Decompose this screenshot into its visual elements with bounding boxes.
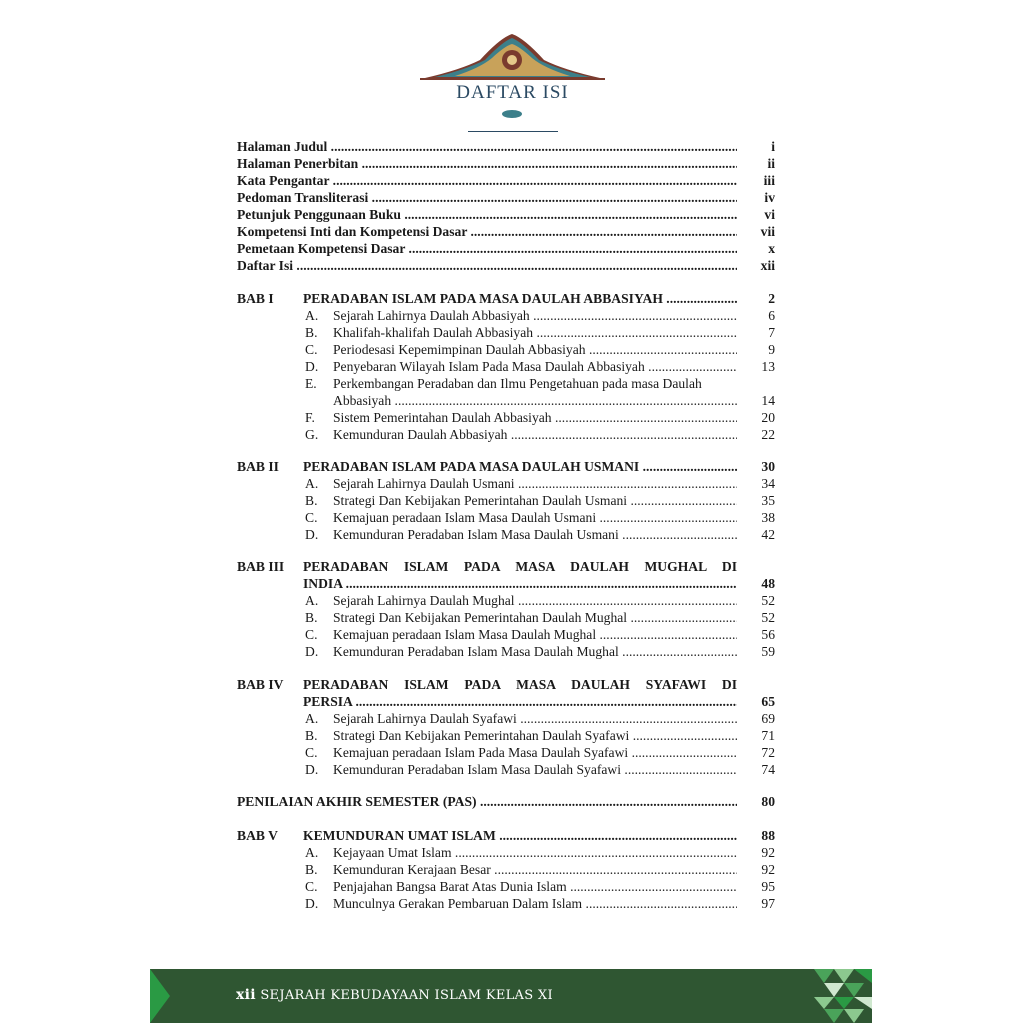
subentry-letter: C. [305, 510, 318, 525]
subentry-letter: A. [305, 308, 319, 323]
chapter-title: KEMUNDURAN UMAT ISLAM ..... [303, 827, 737, 844]
toc-entry-label: Halaman Penerbitan ..... [237, 155, 737, 172]
subentry-label: Sejarah Lahirnya Daulah Syafawi ..... [333, 710, 737, 727]
subentry-label: Kemajuan peradaan Islam Pada Masa Daulah Syafawi ..... [333, 744, 737, 761]
subentry-letter: F. [305, 410, 315, 425]
chapter-code: BAB III [237, 559, 285, 574]
subentry-letter: G. [305, 427, 319, 442]
subentry-letter: C. [305, 627, 318, 642]
toc-subentry[interactable] [237, 307, 775, 324]
toc-subentry[interactable] [237, 526, 775, 543]
subentry-letter: B. [305, 862, 318, 877]
subentry-letter: B. [305, 610, 318, 625]
toc-subentry[interactable] [237, 592, 775, 609]
chapter-heading[interactable] [237, 827, 775, 844]
subentry-letter: C. [305, 745, 318, 760]
toc-entry[interactable] [237, 223, 775, 240]
subentry-letter: B. [305, 728, 318, 743]
subentry-letter: A. [305, 476, 319, 491]
chapter-code: BAB IV [237, 677, 284, 692]
subentry-label: Kemunduran Daulah Abbasiyah ..... [333, 426, 737, 443]
subentry-label: Sejarah Lahirnya Daulah Abbasiyah ..... [333, 307, 737, 324]
chapter-title-continued: PERSIA ..... [303, 693, 737, 710]
subentry-letter: B. [305, 493, 318, 508]
subentry-page: 92 [761, 862, 775, 877]
subentry-label: Kejayaan Umat Islam ..... [333, 844, 737, 861]
chapter-page: 30 [761, 459, 775, 474]
subentry-page: 20 [761, 410, 775, 425]
toc-entry[interactable] [237, 138, 775, 155]
toc-subentry[interactable] [237, 844, 775, 861]
toc-subentry[interactable] [237, 375, 775, 392]
toc-subentry[interactable] [237, 878, 775, 895]
subentry-letter: A. [305, 845, 319, 860]
subentry-label: Sejarah Lahirnya Daulah Mughal ..... [333, 592, 737, 609]
subentry-label: Strategi Dan Kebijakan Pemerintahan Daulah Syafawi ..... [333, 727, 737, 744]
subentry-letter: D. [305, 762, 319, 777]
toc-entry-label: PENILAIAN AKHIR SEMESTER (PAS) ..... [237, 793, 737, 810]
footer-bar [150, 969, 872, 1023]
title-underline [468, 131, 558, 132]
toc-entry-page: ii [767, 156, 775, 171]
toc-subentry[interactable] [237, 509, 775, 526]
ornament-icon [420, 30, 605, 120]
toc-subentry[interactable] [237, 861, 775, 878]
subentry-page: 74 [761, 762, 775, 777]
toc-entry[interactable] [237, 240, 775, 257]
subentry-letter: B. [305, 325, 318, 340]
subentry-label-continued: Abbasiyah ..... [333, 392, 737, 409]
subentry-label: Strategi Dan Kebijakan Pemerintahan Daulah Mughal ..... [333, 609, 737, 626]
subentry-letter: C. [305, 342, 318, 357]
footer-page-number: xii [236, 987, 256, 1003]
chapter-page: 2 [768, 291, 775, 306]
toc-subentry[interactable] [237, 426, 775, 443]
chapter-page: 48 [761, 576, 775, 591]
subentry-letter: D. [305, 359, 319, 374]
toc-subentry[interactable] [237, 492, 775, 509]
toc-entry[interactable] [237, 172, 775, 189]
subentry-label: Kemunduran Peradaban Islam Masa Daulah Syafawi ..... [333, 761, 737, 778]
toc-entry-page: iii [763, 173, 775, 188]
chapter-heading[interactable] [237, 558, 775, 575]
toc-entry-label: Kata Pengantar ..... [237, 172, 737, 189]
chapter-heading-continued[interactable] [237, 575, 775, 592]
subentry-page: 14 [761, 393, 775, 408]
toc-entry-label: Kompetensi Inti dan Kompetensi Dasar ..... [237, 223, 737, 240]
toc-entry-page: i [771, 139, 775, 154]
subentry-label: Khalifah-khalifah Daulah Abbasiyah ..... [333, 324, 737, 341]
chapter-heading[interactable] [237, 676, 775, 693]
subentry-letter: D. [305, 644, 319, 659]
toc-subentry[interactable] [237, 609, 775, 626]
toc-entry-page: xii [760, 258, 775, 273]
toc-entry-page: iv [764, 190, 775, 205]
toc-entry-label: Halaman Judul ..... [237, 138, 737, 155]
subentry-label: Sejarah Lahirnya Daulah Usmani ..... [333, 475, 737, 492]
chapter-title: PERADABAN ISLAM PADA MASA DAULAH MUGHAL DI [303, 559, 737, 574]
subentry-page: 69 [761, 711, 775, 726]
toc-subentry[interactable] [237, 341, 775, 358]
toc-subentry[interactable] [237, 409, 775, 426]
subentry-page: 52 [761, 593, 775, 608]
toc-entry-page: x [768, 241, 775, 256]
subentry-label: Kemunduran Peradaban Islam Masa Daulah Usmani ..... [333, 526, 737, 543]
subentry-label: Periodesasi Kepemimpinan Daulah Abbasiyah ..... [333, 341, 737, 358]
toc-subentry[interactable] [237, 626, 775, 643]
subentry-label: Sistem Pemerintahan Daulah Abbasiyah ..... [333, 409, 737, 426]
subentry-label: Kemunduran Kerajaan Besar ..... [333, 861, 737, 878]
toc-subentry[interactable] [237, 358, 775, 375]
toc-subentry[interactable] [237, 710, 775, 727]
subentry-label: Kemajuan peradaan Islam Masa Daulah Usmani ..... [333, 509, 737, 526]
chapter-title: PERADABAN ISLAM PADA MASA DAULAH USMANI ..... [303, 458, 737, 475]
toc-subentry[interactable] [237, 761, 775, 778]
subentry-label: Strategi Dan Kebijakan Pemerintahan Daulah Usmani ..... [333, 492, 737, 509]
subentry-label: Penjajahan Bangsa Barat Atas Dunia Islam ..... [333, 878, 737, 895]
chapter-heading[interactable] [237, 458, 775, 475]
footer-book-title: SEJARAH KEBUDAYAAN ISLAM KELAS XI [260, 988, 553, 1003]
toc-subentry[interactable] [237, 324, 775, 341]
subentry-letter: C. [305, 879, 318, 894]
subentry-page: 13 [761, 359, 775, 374]
toc-subentry[interactable] [237, 643, 775, 660]
toc-header [420, 30, 605, 120]
subentry-label: Penyebaran Wilayah Islam Pada Masa Daulah Abbasiyah ..... [333, 358, 737, 375]
subentry-letter: A. [305, 711, 319, 726]
subentry-page: 92 [761, 845, 775, 860]
toc-entry-label: Pedoman Transliterasi ..... [237, 189, 737, 206]
subentry-page: 38 [761, 510, 775, 525]
subentry-page: 56 [761, 627, 775, 642]
subentry-page: 59 [761, 644, 775, 659]
toc-entry[interactable] [237, 189, 775, 206]
subentry-letter: A. [305, 593, 319, 608]
chapter-heading[interactable] [237, 290, 775, 307]
chapter-code: BAB V [237, 828, 278, 843]
toc-subentry[interactable] [237, 895, 775, 912]
subentry-page: 22 [761, 427, 775, 442]
chapter-title: PERADABAN ISLAM PADA MASA DAULAH ABBASIYAH ..... [303, 290, 737, 307]
subentry-letter: E. [305, 376, 317, 391]
toc-subentry[interactable] [237, 727, 775, 744]
toc-subentry[interactable] [237, 744, 775, 761]
subentry-label: Kemajuan peradaan Islam Masa Daulah Mughal ..... [333, 626, 737, 643]
subentry-page: 97 [761, 896, 775, 911]
toc-entry-page: 80 [761, 794, 775, 809]
chapter-code: BAB II [237, 459, 279, 474]
chapter-code: BAB I [237, 291, 274, 306]
toc-subentry[interactable] [237, 475, 775, 492]
subentry-page: 9 [768, 342, 775, 357]
subentry-page: 7 [768, 325, 775, 340]
triangle-pattern-icon [814, 969, 872, 1023]
subentry-letter: D. [305, 527, 319, 542]
toc-subentry-continued[interactable] [237, 392, 775, 409]
toc-entry-label: Petunjuk Penggunaan Buku ..... [237, 206, 737, 223]
chapter-page: 65 [761, 694, 775, 709]
toc-entry-page: vi [764, 207, 775, 222]
subentry-page: 95 [761, 879, 775, 894]
chapter-title: PERADABAN ISLAM PADA MASA DAULAH SYAFAWI DI [303, 677, 737, 692]
toc-entry[interactable] [237, 155, 775, 172]
footer-text [236, 987, 553, 1003]
subentry-page: 52 [761, 610, 775, 625]
subentry-label: Perkembangan Peradaban dan Ilmu Pengetahuan pada masa Daulah [333, 376, 702, 391]
subentry-label: Munculnya Gerakan Pembaruan Dalam Islam ..... [333, 895, 737, 912]
subentry-page: 35 [761, 493, 775, 508]
subentry-label: Kemunduran Peradaban Islam Masa Daulah Mughal ..... [333, 643, 737, 660]
subentry-page: 34 [761, 476, 775, 491]
chapter-page: 88 [761, 828, 775, 843]
subentry-page: 72 [761, 745, 775, 760]
subentry-page: 42 [761, 527, 775, 542]
toc-entry-label: Pemetaan Kompetensi Dasar ..... [237, 240, 737, 257]
footer-arrow-icon [150, 969, 170, 1023]
subentry-page: 71 [761, 728, 775, 743]
subentry-letter: D. [305, 896, 319, 911]
subentry-page: 6 [768, 308, 775, 323]
page-title: DAFTAR ISI [456, 82, 569, 103]
toc-entry[interactable] [237, 206, 775, 223]
chapter-title-continued: INDIA ..... [303, 575, 737, 592]
toc-entry-pas[interactable] [237, 793, 775, 810]
toc-entry-page: vii [760, 224, 775, 239]
toc-entry[interactable] [237, 257, 775, 274]
toc-entry-label: Daftar Isi ..... [237, 257, 737, 274]
chapter-heading-continued[interactable] [237, 693, 775, 710]
